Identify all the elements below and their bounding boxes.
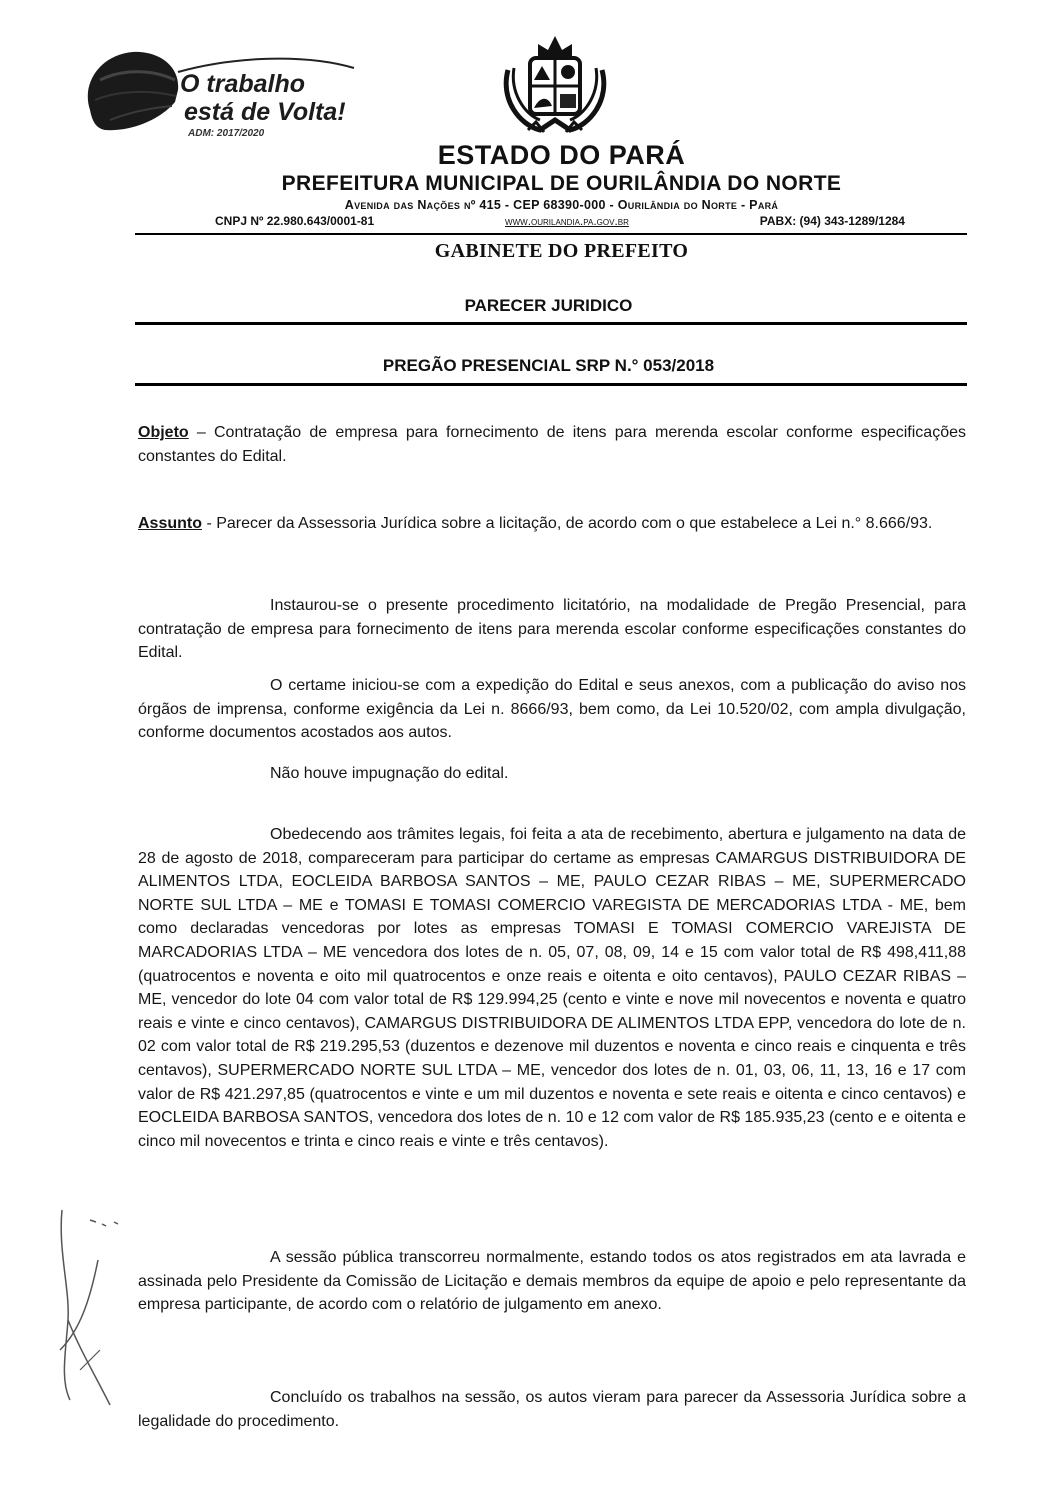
document-subtitle: PREGÃO PRESENCIAL SRP N.° 053/2018 [382, 356, 715, 375]
objeto-paragraph [138, 421, 966, 468]
subtitle-divider [135, 383, 967, 386]
contact-line [215, 214, 905, 228]
body-paragraph: Concluído os trabalhos na sessão, os autos vieram para parecer da Assessoria Jurídica sobre a legalidade do procedimento. [138, 1389, 966, 1430]
campaign-logo [80, 40, 370, 140]
body-paragraph: Não houve impugnação do edital. [270, 765, 509, 782]
assunto-text: - Parecer da Assessoria Jurídica sobre a licitação, de acordo com o que estabelece a Lei n.° 8.666/93. [202, 515, 933, 532]
body-paragraph: Instaurou-se o presente procedimento licitatório, na modalidade de Pregão Presencial, para contratação de empresa para fornecimento de itens para merenda escolar conforme especificações constantes do Edital. [138, 597, 966, 662]
slogan-line-2: está de Volta! [184, 98, 346, 126]
prefecture-name: PREFEITURA MUNICIPAL DE OURILÂNDIA DO NORTE [281, 172, 842, 195]
state-name: ESTADO DO PARÁ [437, 140, 686, 170]
address: Avenida das Nações nº 415 - CEP 68390-000 - Ourilândia do Norte - Pará [344, 198, 779, 212]
body-paragraph: Obedecendo aos trâmites legais, foi feita a ata de recebimento, abertura e julgamento na data de 28 de agosto de 2018, compareceram para participar do certame as empresas CAMARGUS DISTRIBUIDORA DE ALIMENTOS LTDA, EOCLEIDA BARBOSA SANTOS – ME, PAULO CEZAR RIBAS – ME, SUPERMERCADO NORTE SUL LTDA – ME e TOMASI E TOMASI COMERCIO VAREGISTA DE MERCADORIAS LTDA - ME, bem como declaradas vencedoras por lotes as empresas TOMASI E TOMASI COMERCIO VAREJISTA DE MARCADORIAS LTDA – ME vencedora dos lotes de n. 05, 07, 08, 09, 14 e 15 com valor total de R$ 498,411,88 (quatrocentos e noventa e oito mil quatrocentos e onze reais e oitenta e oito centavos), PAULO CEZAR RIBAS – ME, vencedor do lote 04 com valor total de R$ 129.994,25 (cento e vinte e nove mil novecentos e noventa e quatro reais e vinte e cinco centavos), CAMARGUS DISTRIBUIDORA DE ALIMENTOS LTDA EPP, vencedora do lote de n. 02 com valor total de R$ 219.295,53 (duzentos e dezenove mil duzentos e noventa e cinco reais e cinquenta e três centavos), SUPERMERCADO NORTE SUL LTDA – ME, vencedor dos lotes de n. 01, 03, 06, 11, 13, 16 e 17 com valor de R$ 421.297,85 (quatrocentos e vinte e um mil duzentos e noventa e sete reais e oitenta e cinco centavos) e EOCLEIDA BARBOSA SANTOS, vencedora dos lotes de n. 10 e 12 com valor de R$ 185.935,23 (cento e e oitenta e cinco mil novecentos e trinta e cinco reais e vinte e três centavos). [138, 826, 966, 1150]
document-title: PARECER JURIDICO [464, 296, 633, 315]
cnpj: CNPJ Nº 22.980.643/0001-81 [215, 214, 375, 228]
assunto-paragraph [138, 512, 966, 536]
slogan-line-1: O trabalho [180, 70, 306, 98]
office-name: GABINETE DO PREFEITO [434, 240, 689, 262]
assunto-label: Assunto [138, 515, 202, 532]
coat-of-arms-icon [500, 30, 610, 138]
header-divider [135, 233, 967, 235]
title-divider [135, 322, 967, 325]
administration-period: ADM: 2017/2020 [188, 128, 265, 139]
body-paragraph: A sessão pública transcorreu normalmente, estando todos os atos registrados em ata lavrada e assinada pelo Presidente da Comissão de Licitação e demais membros da equipe de apoio e pelo representante da empresa participante, de acordo com o relatório de julgamento em anexo. [138, 1249, 966, 1314]
website-link[interactable]: www.ourilandia.pa.gov.br [505, 214, 629, 228]
phone: PABX: (94) 343-1289/1284 [759, 214, 905, 228]
objeto-label: Objeto [138, 424, 189, 441]
hard-hat-icon [80, 40, 190, 140]
handwritten-rubric [40, 1200, 140, 1410]
objeto-text: – Contratação de empresa para fornecimento de itens para merenda escolar conforme especificações constantes do Edital. [138, 424, 966, 465]
body-paragraph: O certame iniciou-se com a expedição do Edital e seus anexos, com a publicação do aviso nos órgãos de imprensa, conforme exigência da Lei n. 8666/93, bem como, da Lei 10.520/02, com ampla divulgação, conforme documentos acostados aos autos. [138, 677, 966, 742]
